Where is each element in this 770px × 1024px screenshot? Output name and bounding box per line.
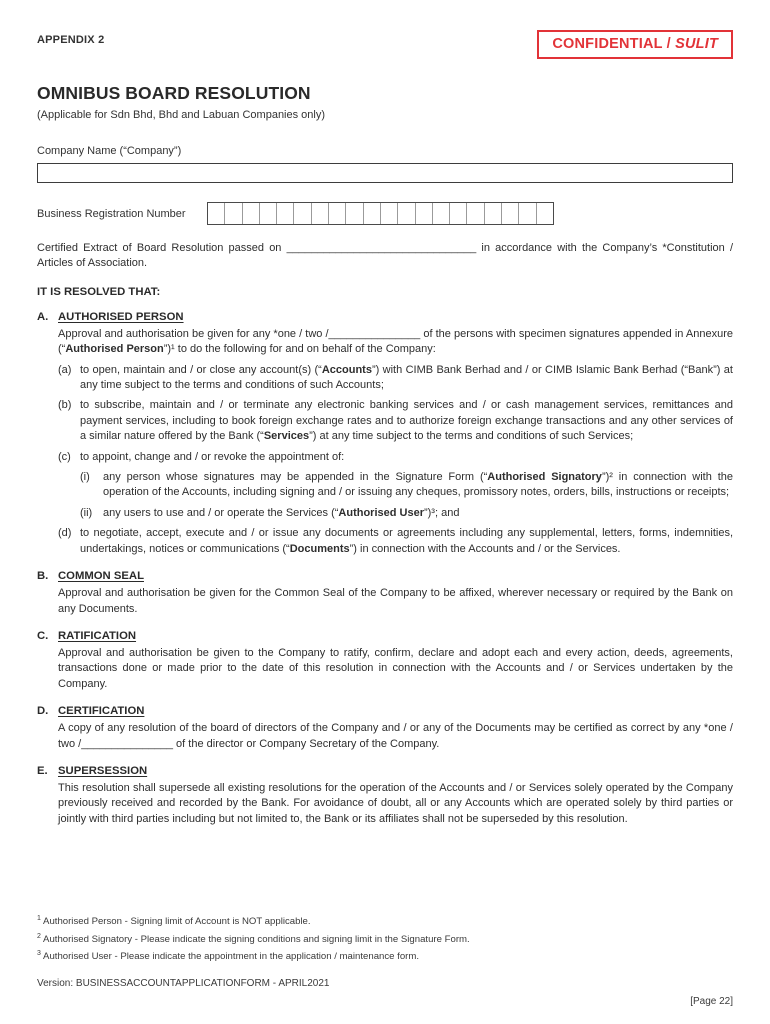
page-title: OMNIBUS BOARD RESOLUTION [37,83,311,103]
page-number: [Page 22] [690,995,733,1007]
list-item-a [58,363,733,394]
brn-cell[interactable] [225,203,242,224]
list-marker: (b) [58,399,72,412]
section-b-title: COMMON SEAL [58,570,144,583]
sublist-item-ii [80,506,733,521]
section-a-heading [37,311,733,323]
section-b-text: Approval and authorisation be given for the Common Seal of the Company to be affixed, wherever necessary or required by the Bank on any Documents. [58,587,733,615]
list-item-text: to negotiate, accept, execute and / or issue any documents or agreements including any supplemental, letters, forms, indemnities, undertakings, notices or communications (“Documents”) in connection with the Accounts and / or the Services. [80,527,733,555]
brn-cell[interactable] [208,203,225,224]
section-supersession [37,765,733,827]
section-d-heading [37,705,733,717]
section-a-title: AUTHORISED PERSON [58,310,184,323]
certified-extract-text: Certified Extract of Board Resolution passed on _______________________________ in accordance with the Company’s *Constitution / Articles of Association. [37,242,733,270]
footnote-3 [37,950,733,962]
page-subtitle: (Applicable for Sdn Bhd, Bhd and Labuan Companies only) [37,109,326,121]
section-authorised-person [37,311,733,557]
footnote-2-text: Authorised Signatory - Please indicate the signing conditions and signing limit in the Signature Form. [40,933,470,945]
brn-cell[interactable] [329,203,346,224]
list-item-text: to appoint, change and / or revoke the appointment of: [80,450,345,463]
section-b-heading [37,570,733,582]
section-c-text: Approval and authorisation be given to the Company to ratify, confirm, declare and adopt each and every action, deeds, agreements, transactions done or made prior to the date of this resolution in connection with the Accounts and / or Services undertaken by the Company. [58,646,733,690]
section-e-text: This resolution shall supersede all existing resolutions for the operation of the Accounts and / or Services solely operated by the Company previously received and recorded by the Bank. For avoidance of doubt, all or any Accounts which are operated solely by third parties or jointly with third parties including but not limited to, the Bank or its affiliates shall not be superseded by this resolution. [58,781,733,825]
section-c-heading [37,630,733,642]
brn-cell[interactable] [398,203,415,224]
brn-cell[interactable] [537,203,553,224]
brn-cell[interactable] [294,203,311,224]
confidential-text-italic: SULIT [675,36,718,52]
list-item-b [58,398,733,444]
section-b-letter: B. [37,570,49,583]
company-name-input[interactable] [37,163,733,183]
appendix-label: APPENDIX 2 [37,34,105,46]
section-a-intro: Approval and authorisation be given for any *one / two /_______________ of the persons with specimen signatures appended in Annexure (“Authorised Person”)¹ to do the following for and on behalf of the Company: [58,327,733,356]
section-c-letter: C. [37,629,49,642]
business-registration-label: Business Registration Number [37,207,186,220]
brn-cell[interactable] [312,203,329,224]
brn-cell[interactable] [346,203,363,224]
section-e-heading [37,765,733,777]
list-item-d [58,526,733,557]
brn-cell[interactable] [502,203,519,224]
list-marker: (ii) [80,506,93,519]
brn-cell[interactable] [433,203,450,224]
section-certification [37,705,733,752]
list-marker: (c) [58,450,71,463]
section-e-letter: E. [37,764,48,777]
page-header [37,30,733,59]
brn-cell[interactable] [243,203,260,224]
section-d-title: CERTIFICATION [58,705,145,718]
footnote-1-marker: 1 [37,915,41,922]
list-item-text: to subscribe, maintain and / or terminate any electronic banking services and / or cash management services, remittances and payment services, including to book foreign exchange rates and to authorize foreign exchange transactions and any other services of a similar nature offered by the Bank (“Services”) at any time subject to the terms and conditions of such Services; [80,399,733,443]
page-footer [37,915,733,1007]
list-marker: (d) [58,527,72,540]
footnote-3-marker: 3 [37,950,41,958]
footnote-1 [37,915,733,927]
list-marker: (i) [80,471,90,484]
sublist-c [80,470,733,521]
confidential-text: CONFIDENTIAL / [552,36,676,52]
footnote-1-text: Authorised Person - Signing limit of Account is NOT applicable. [40,916,311,928]
brn-cell[interactable] [381,203,398,224]
brn-cell[interactable] [485,203,502,224]
section-ratification [37,630,733,692]
footnote-2-marker: 2 [37,932,41,940]
list-item-text: any person whose signatures may be appended in the Signature Form (“Authorised Signatory”)² in connection with the operation of the Accounts, including signing and / or issuing any cheques, promissory notes, orders, bills, instructions or receipts; [103,471,733,499]
business-registration-row [37,202,733,225]
list-item-text: any users to use and / or operate the Services (“Authorised User”)³; and [103,506,460,519]
sublist-item-i [80,470,733,501]
section-e-title: SUPERSESSION [58,764,148,777]
company-name-label: Company Name (“Company”) [37,145,182,157]
list-item-text: to open, maintain and / or close any account(s) (“Accounts”) with CIMB Bank Berhad and / or CIMB Islamic Bank Berhad (“Bank”) at any time subject to the terms and conditions of such Accounts; [80,363,733,392]
confidential-stamp [537,30,733,59]
footnote-2 [37,933,733,945]
version-label: Version: BUSINESSACCOUNTAPPLICATIONFORM - APRIL2021 [37,977,330,989]
brn-cell[interactable] [416,203,433,224]
list-marker: (a) [58,363,72,376]
brn-cell[interactable] [450,203,467,224]
brn-cell[interactable] [277,203,294,224]
brn-cell[interactable] [260,203,277,224]
list-item-c [58,450,733,465]
section-d-letter: D. [37,705,49,718]
brn-cell[interactable] [519,203,536,224]
footnote-3-text: Authorised User - Please indicate the appointment in the application / maintenance form. [40,951,420,963]
section-common-seal [37,570,733,617]
section-d-text: A copy of any resolution of the board of directors of the Company and / or any of the Documents may be certified as correct by any *one / two /_______________ of the director or Company Secretary of the Company. [58,722,733,750]
section-c-title: RATIFICATION [58,629,137,642]
section-a-letter: A. [37,310,49,323]
business-registration-input[interactable] [207,202,554,225]
brn-cell[interactable] [364,203,381,224]
resolved-heading: IT IS RESOLVED THAT: [37,285,161,298]
brn-cell[interactable] [467,203,484,224]
